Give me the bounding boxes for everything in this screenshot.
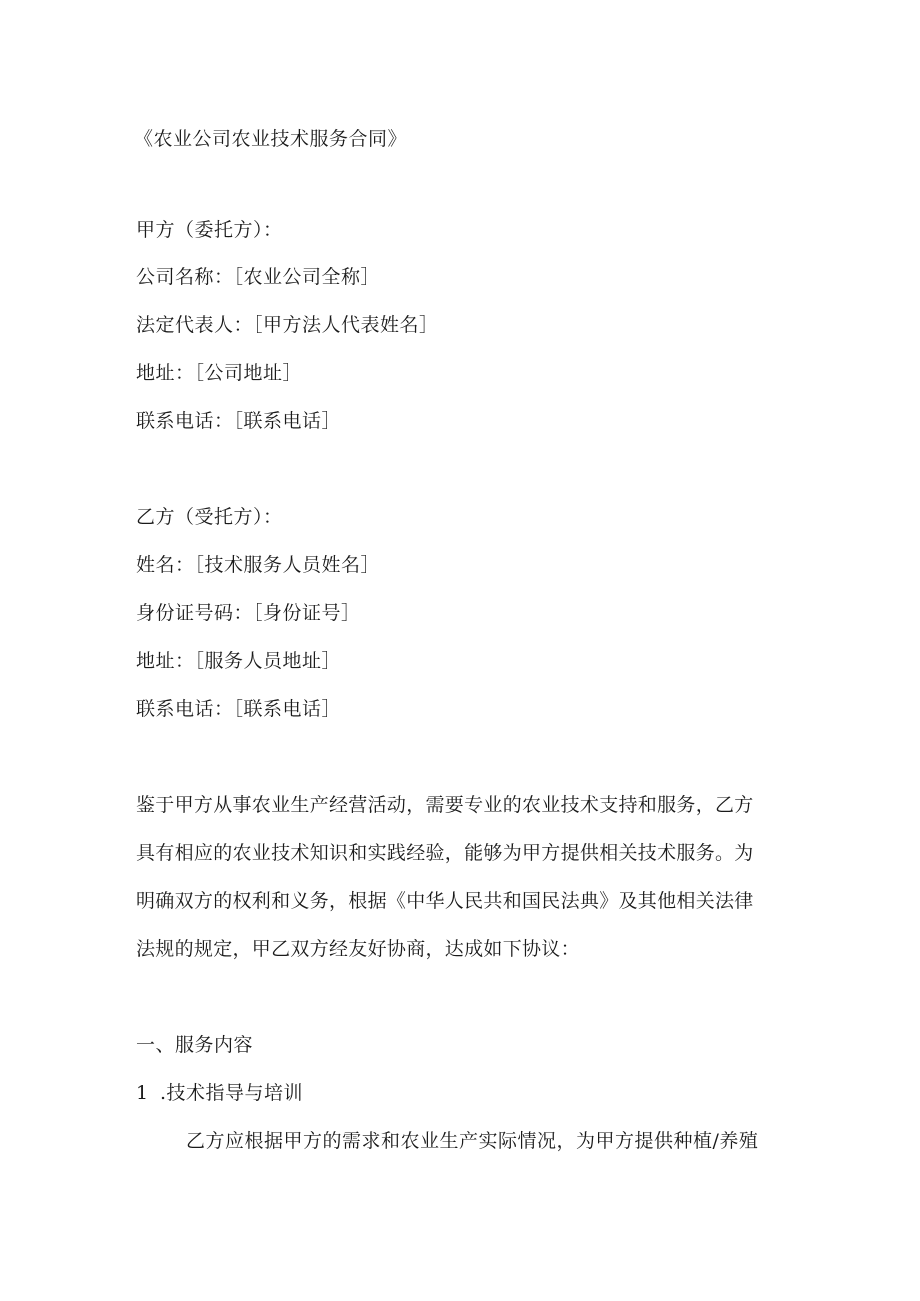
preamble-line-3: 明确双方的权利和义务，根据《中华人民共和国民法典》及其他相关法律 bbox=[136, 890, 754, 912]
party-a-address: 地址：［公司地址］ bbox=[136, 362, 303, 384]
party-a-phone: 联系电话：［联系电话］ bbox=[136, 410, 342, 432]
party-a-legal-rep: 法定代表人：［甲方法人代表姓名］ bbox=[136, 314, 439, 336]
party-b-address: 地址：［服务人员地址］ bbox=[136, 650, 342, 672]
preamble-line-1: 鉴于甲方从事农业生产经营活动，需要专业的农业技术支持和服务，乙方 bbox=[136, 794, 754, 816]
section-1-heading: 一、服务内容 bbox=[136, 1034, 254, 1056]
preamble-line-2: 具有相应的农业技术知识和实践经验，能够为甲方提供相关技术服务。为 bbox=[136, 842, 754, 864]
party-b-phone: 联系电话：［联系电话］ bbox=[136, 698, 342, 720]
party-b-name: 姓名：［技术服务人员姓名］ bbox=[136, 554, 381, 576]
party-a-company-name: 公司名称：［农业公司全称］ bbox=[136, 266, 381, 288]
party-b-heading: 乙方（受托方）： bbox=[136, 506, 283, 528]
item-title: .技术指导与培训 bbox=[160, 1082, 304, 1104]
section-1-item-1 bbox=[136, 1081, 303, 1105]
party-b-id-number: 身份证号码：［身份证号］ bbox=[136, 602, 361, 624]
item-number: 1 bbox=[136, 1082, 149, 1104]
preamble-line-4: 法规的规定，甲乙双方经友好协商，达成如下协议： bbox=[136, 938, 580, 960]
section-1-body-line-1: 乙方应根据甲方的需求和农业生产实际情况，为甲方提供种植/养殖 bbox=[186, 1130, 759, 1152]
document-title: 《农业公司农业技术服务合同》 bbox=[134, 128, 408, 150]
party-a-heading: 甲方（委托方）： bbox=[136, 219, 283, 241]
